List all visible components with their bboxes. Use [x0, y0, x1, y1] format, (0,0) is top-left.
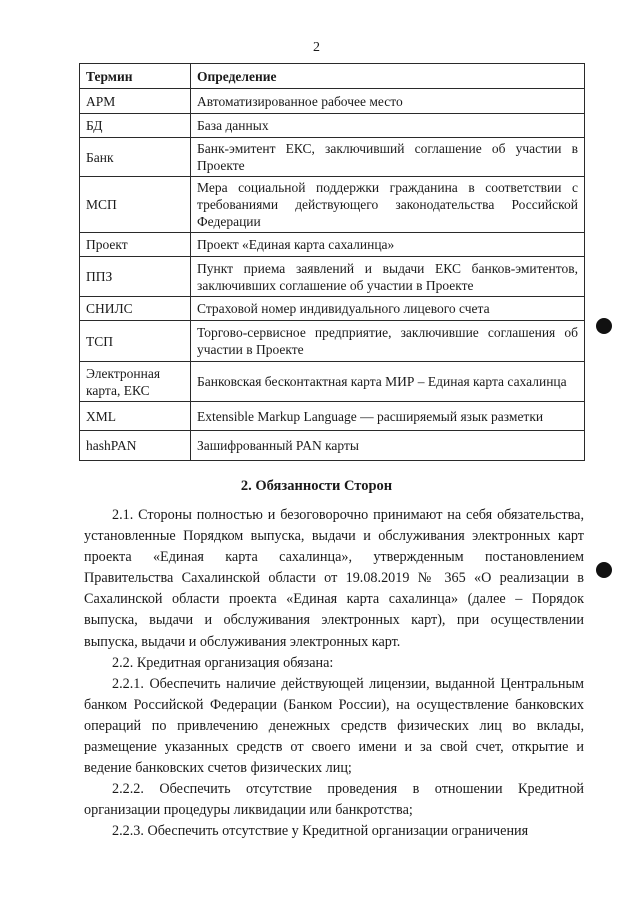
table-row [80, 297, 585, 321]
table-row [80, 89, 585, 114]
table-row [80, 114, 585, 138]
table-header-row [80, 64, 585, 89]
table-row [80, 257, 585, 297]
definition-cell: Проект «Единая карта сахалинца» [191, 233, 585, 257]
definition-cell: Торгово-сервисное предприятие, заключившие соглашения об участии в Проекте [191, 321, 585, 362]
definition-cell: Страховой номер индивидуального лицевого счета [191, 297, 585, 321]
table-row [80, 233, 585, 257]
term-cell: Банк [80, 138, 191, 177]
definition-cell: Банковская бесконтактная карта МИР – Единая карта сахалинца [191, 362, 585, 402]
paragraph: 2.2.1. Обеспечить наличие действующей лицензии, выданной Центральным банком Российской Федерации (Банком России), на осуществление банковских операций по привлечению денежных средств физических лиц во вклады, размещение указанных средств от своего имени и за свой счет, открытие и ведение банковских счетов физических лиц; [84, 675, 584, 777]
definition-cell: Extensible Markup Language — расширяемый язык разметки [191, 402, 585, 431]
table-row [80, 431, 585, 461]
paragraph: 2.2.2. Обеспечить отсутствие проведения в отношении Кредитной организации процедуры ликвидации или банкротства; [84, 781, 584, 819]
term-cell: МСП [80, 177, 191, 233]
table-row [80, 321, 585, 362]
term-cell: СНИЛС [80, 297, 191, 321]
definition-cell: Автоматизированное рабочее место [191, 89, 585, 114]
definition-cell: Мера социальной поддержки гражданина в соответствии с требованиями действующего законодательства Российской Федерации [191, 177, 585, 233]
table-row [80, 177, 585, 233]
table-row [80, 362, 585, 402]
glossary-table [79, 63, 585, 461]
section-body [84, 505, 584, 843]
section-title: 2. Обязанности Сторон [240, 478, 393, 494]
punch-hole-bottom [596, 562, 612, 578]
paragraph: 2.2. Кредитная организация обязана: [112, 654, 334, 671]
term-cell: hashPAN [80, 431, 191, 461]
term-cell: Электронная карта, ЕКС [80, 362, 191, 402]
definition-cell: Зашифрованный PAN карты [191, 431, 585, 461]
term-cell: АРМ [80, 89, 191, 114]
header-term: Термин [80, 64, 191, 89]
page-number: 2 [313, 40, 320, 55]
term-cell: XML [80, 402, 191, 431]
term-cell: Проект [80, 233, 191, 257]
term-cell: ППЗ [80, 257, 191, 297]
term-cell: ТСП [80, 321, 191, 362]
definition-cell: База данных [191, 114, 585, 138]
table-row [80, 138, 585, 177]
term-cell: БД [80, 114, 191, 138]
paragraph: 2.2.3. Обеспечить отсутствие у Кредитной организации ограничения [112, 823, 529, 840]
table-row [80, 402, 585, 431]
header-definition: Определение [191, 64, 585, 89]
punch-hole-top [596, 318, 612, 334]
paragraph: 2.1. Стороны полностью и безоговорочно принимают на себя обязательства, установленные Порядком выпуска, выдачи и обслуживания электронных карт проекта «Единая карта сахалинца», утвержденным постановлением Правительства Сахалинской области от 19.08.2019 № 365 «О реализации в Сахалинской области проекта «Единая карта сахалинца» (далее – Порядок выпуска, выдачи и обслуживания электронных карт), при осуществлении выпуска, выдачи и обслуживания электронных карт. [84, 507, 584, 650]
definition-cell: Пункт приема заявлений и выдачи ЕКС банков-эмитентов, заключивших соглашение об участии в Проекте [191, 257, 585, 297]
definition-cell: Банк-эмитент ЕКС, заключивший соглашение об участии в Проекте [191, 138, 585, 177]
